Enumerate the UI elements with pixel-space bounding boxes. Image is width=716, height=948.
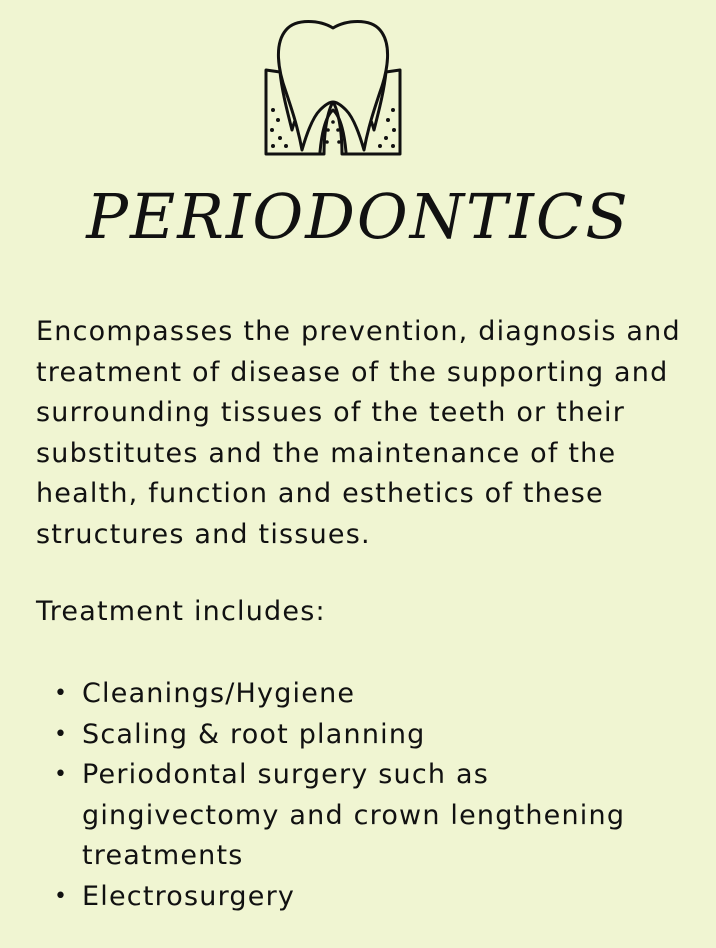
bullet-icon: • [54, 681, 69, 706]
treatment-item-text: Scaling & root planning [82, 718, 426, 750]
treatment-list [36, 674, 686, 917]
list-item [36, 715, 686, 756]
treatment-item-text: Cleanings/Hygiene [82, 678, 356, 709]
description-paragraph: Encompasses the prevention, diagnosis and treatment of disease of the supporting and surrounding tissues of the teeth or their substitutes and the maintenance of the health, function and esthetics of these structures and tissues. [36, 316, 681, 550]
list-item [36, 674, 686, 715]
list-item [36, 877, 686, 918]
treatment-label: Treatment includes: [36, 596, 326, 627]
treatment-item-text: Electrosurgery [82, 880, 296, 912]
bullet-icon: • [54, 883, 69, 909]
bullet-icon: • [54, 721, 69, 747]
page-title: PERIODONTICS [86, 180, 630, 253]
bullet-icon: • [54, 762, 69, 787]
tooth-icon [262, 18, 404, 160]
treatment-item-text: Periodontal surgery such as gingivectomy and crown lengthening treatments [82, 759, 626, 871]
list-item [36, 755, 686, 877]
